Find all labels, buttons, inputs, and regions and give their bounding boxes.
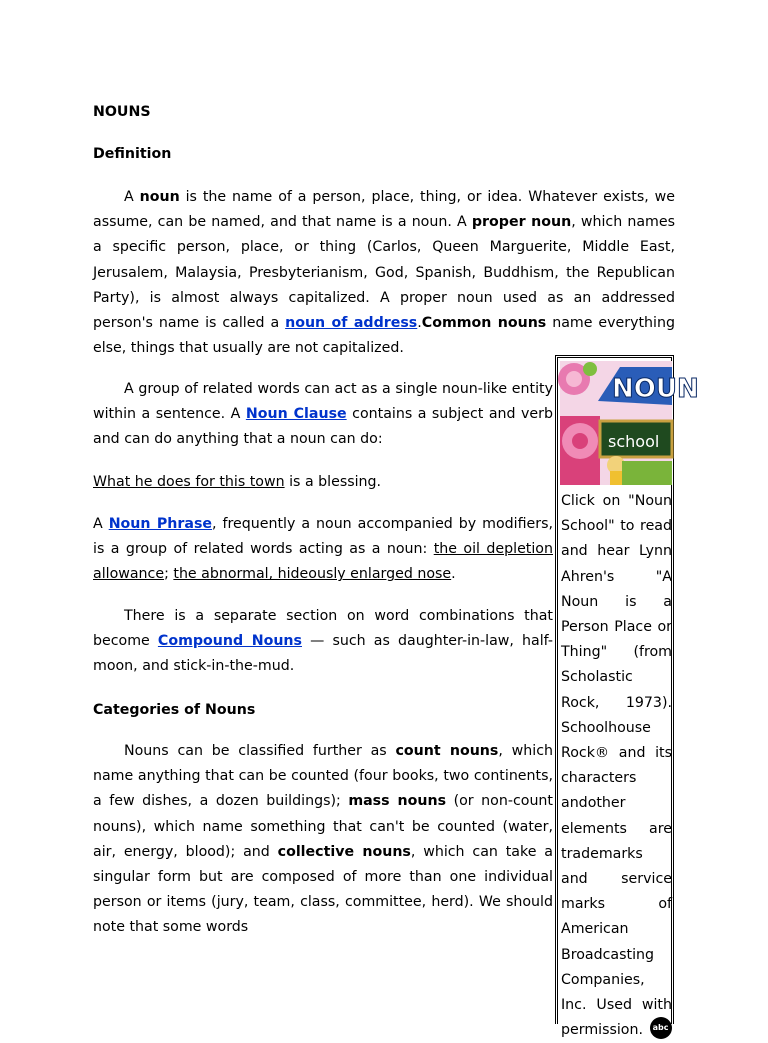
page-title: NOUNS	[93, 104, 151, 120]
noun-clause-link[interactable]: Noun Clause	[245, 406, 347, 423]
noun-logo-text: NOUN	[612, 374, 699, 404]
categories-heading: Categories of Nouns	[93, 702, 256, 718]
noun-school-image[interactable]	[560, 361, 699, 485]
noun-of-address-link[interactable]: noun of address	[285, 315, 418, 332]
sidebar-caption: Click on "Noun School" to read and hear Lynn Ahren's "A Noun is a Person Place or Thing" (from Scholastic Rock, 1973). Schoolhouse Rock® and its characters andother elements are trademarks and service marks of American Broadcasting Companies, Inc. Used with permission. abc	[561, 493, 672, 1039]
noun-phrase-paragraph: A Noun Phrase, frequently a noun accompanied by modifiers, is a group of related words acting as a noun: the oil depletion allowance; the abnormal, hideously enlarged nose.	[93, 516, 553, 583]
categories-paragraph: Nouns can be classified further as count nouns, which name anything that can be counted (four books, two continents, a few dishes, a dozen buildings); mass nouns (or non-count nouns), which name something that can't be counted (water, air, energy, blood); and collective nouns, which can take a singular form but are composed of more than one individual person or items (jury, team, class, committee, herd). We should note that some words	[93, 743, 553, 936]
definition-heading: Definition	[93, 146, 172, 162]
school-sign-text: school	[608, 432, 660, 451]
noun-phrase-link[interactable]: Noun Phrase	[108, 516, 213, 532]
example-sentence: What he does for this town is a blessing.	[93, 474, 382, 490]
definition-paragraph: A noun is the name of a person, place, thing, or idea. Whatever exists, we assume, can be named, and that name is a noun. A proper noun, which names a specific person, place, or thing (Carlos, Queen Marguerite, Middle East, Jerusalem, Malaysia, Presbyterianism, God, Spanish, Buddhism, the Republican Party), is almost always capitalized. A proper noun used as an addressed person's name is called a noun of address.Common nouns name everything else, things that usually are not capitalized.	[93, 189, 675, 357]
noun-school-illustration	[560, 361, 699, 485]
compound-nouns-paragraph: There is a separate section on word combinations that become Compound Nouns — such as daughter-in-law, half-moon, and stick-in-the-mud.	[93, 608, 553, 675]
abc-logo-icon: abc	[650, 1017, 672, 1039]
noun-school-sidebar	[555, 355, 699, 1039]
noun-clause-paragraph: A group of related words can act as a single noun-like entity within a sentence. A Noun Clause contains a subject and verb and can do anything that a noun can do:	[93, 381, 553, 448]
compound-nouns-link[interactable]: Compound Nouns	[157, 633, 302, 650]
